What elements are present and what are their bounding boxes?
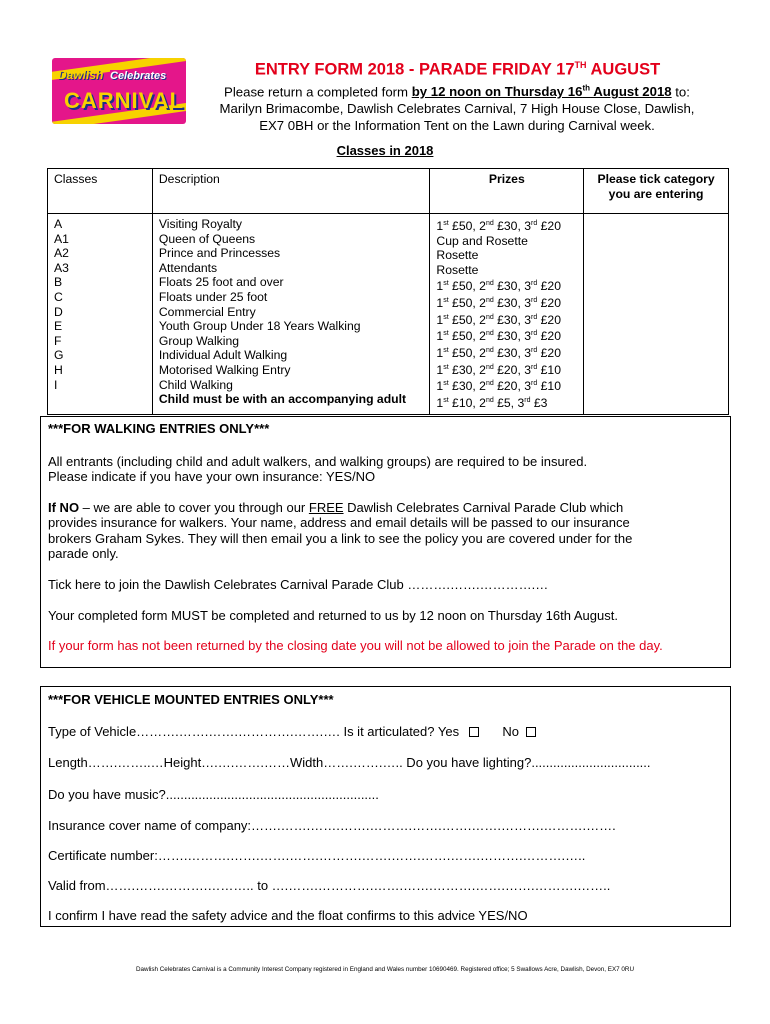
classes-table — [47, 168, 729, 415]
if-no-line-1: If NO – we are able to cover you through our FREE Dawlish Celebrates Carnival Parade Club which — [48, 500, 624, 515]
intro-text — [196, 80, 718, 134]
header-classes: Classes — [48, 169, 153, 214]
class-prize: 1st £30, 2nd £20, 3rd £10 — [436, 379, 561, 394]
table-header-row — [48, 169, 729, 214]
class-description: Visiting Royalty — [158, 217, 242, 231]
class-description: Group Walking — [158, 333, 240, 348]
class-prizes — [430, 214, 584, 415]
class-prize: Rosette — [436, 248, 479, 263]
class-description: Floats 25 foot and over — [158, 275, 284, 290]
valid-dates-field[interactable]: Valid from…….…….……….……….. to ….…….………….…….…….……….…….…….……….…….. — [48, 878, 611, 893]
child-accompany-note: Child must be with an accompanying adult — [158, 392, 407, 407]
vehicle-type-field[interactable] — [48, 724, 724, 740]
articulated-yes-checkbox[interactable] — [469, 727, 479, 737]
class-code: A1 — [54, 231, 69, 246]
class-prize: 1st £10, 2nd £5, 3rd £3 — [436, 396, 548, 411]
class-description: Motorised Walking Entry — [158, 362, 291, 377]
must-return-note: Your completed form MUST be completed and returned to us by 12 noon on Thursday 16th August. — [48, 608, 618, 623]
dimensions-field[interactable]: Length…….……..…Height….….…….……Width…….…….….. Do you have lighting?................................. — [48, 755, 651, 770]
class-description: Floats under 25 foot — [158, 289, 268, 304]
class-code: H — [54, 362, 63, 377]
class-code: F — [54, 333, 62, 348]
class-description: Attendants — [158, 260, 218, 275]
title-sup: TH — [574, 60, 587, 70]
class-description: Prince and Princesses — [158, 246, 281, 261]
intro-address: Marilyn Brimacombe, Dawlish Celebrates Carnival, 7 High House Close, Dawlish, — [219, 101, 695, 117]
articulated-no-checkbox[interactable] — [526, 727, 536, 737]
class-code: D — [54, 304, 63, 319]
parade-club-tick-field[interactable]: Tick here to join the Dawlish Celebrates Carnival Parade Club ……….…….………….… — [48, 577, 549, 592]
class-prize: 1st £50, 2nd £30, 3rd £20 — [436, 329, 561, 344]
class-code: A3 — [54, 260, 69, 275]
safety-confirm-field[interactable]: I confirm I have read the safety advice and the float confirms to this advice YES/NO — [48, 908, 528, 923]
class-code: G — [54, 348, 64, 363]
carnival-logo — [52, 58, 186, 124]
class-code: C — [54, 289, 63, 304]
class-codes — [48, 214, 153, 415]
class-description: Youth Group Under 18 Years Walking — [158, 319, 361, 334]
class-prize: 1st £30, 2nd £20, 3rd £10 — [436, 362, 561, 377]
intro-to: to: — [671, 84, 690, 100]
insured-line-2: Please indicate if you have your own insurance: YES/NO — [48, 469, 376, 484]
vehicle-type-label: Type of Vehicle……….…….…….………….…….…. Is it articulated? Yes — [48, 724, 460, 739]
logo-text-dawlish: Dawlish — [58, 68, 104, 82]
music-field[interactable]: Do you have music?........................................................... — [48, 787, 379, 802]
intro-address-2: EX7 0BH or the Information Tent on the Lawn during Carnival week. — [259, 118, 655, 134]
articulated-no-label: No — [502, 724, 519, 739]
class-prize: 1st £50, 2nd £30, 3rd £20 — [436, 219, 561, 234]
classes-heading: Classes in 2018 — [336, 143, 434, 158]
vehicle-heading: ***FOR VEHICLE MOUNTED ENTRIES ONLY*** — [48, 692, 334, 707]
walking-heading: ***FOR WALKING ENTRIES ONLY*** — [48, 421, 270, 436]
class-description: Child Walking — [158, 377, 233, 392]
header-description: Description — [152, 169, 430, 214]
class-code: A — [54, 217, 63, 231]
table-body-row — [48, 214, 729, 415]
walking-entries-section — [40, 416, 731, 668]
logo-text-carnival: CARNIVAL — [64, 88, 185, 113]
insured-line-1: All entrants (including child and adult walkers, and walking groups) are required to be insured. — [48, 454, 588, 469]
class-description: Queen of Queens — [158, 231, 256, 246]
footer-note: Dawlish Celebrates Carnival is a Community Interest Company registered in England and Wales number 10690469. Registered office; 5 Swallows Acre, Dawlish, Devon, EX7 0RU — [135, 966, 635, 973]
class-code: A2 — [54, 246, 69, 261]
closing-date-warning: If your form has not been returned by the closing date you will not be allowed to join the Parade on the day. — [48, 638, 663, 653]
title-text: ENTRY FORM 2018 - PARADE FRIDAY 17 — [254, 60, 575, 79]
intro-deadline: by 12 noon on Thursday 16th August 2018 — [411, 84, 672, 100]
class-description: Commercial Entry — [158, 304, 256, 319]
if-no-line-2: provides insurance for walkers. Your name, address and email details will be passed to our insurance — [48, 515, 630, 530]
certificate-number-field[interactable]: Certificate number:…….……….…….…….…….……….…….…….…….…….……….……….….. — [48, 848, 586, 863]
class-code: B — [54, 275, 63, 290]
tick-box-column[interactable] — [584, 214, 729, 415]
class-code: E — [54, 319, 63, 334]
class-description: Individual Adult Walking — [158, 348, 288, 363]
logo-text-celebrates: Celebrates — [110, 70, 167, 82]
class-prize: Rosette — [436, 262, 479, 277]
class-prize: 1st £50, 2nd £30, 3rd £20 — [436, 279, 561, 294]
intro-start: Please return a completed form — [224, 84, 412, 100]
class-prize: 1st £50, 2nd £30, 3rd £20 — [436, 312, 561, 327]
class-code: I — [54, 377, 58, 392]
header-prizes: Prizes — [430, 169, 584, 214]
class-prize: Cup and Rosette — [436, 233, 528, 248]
form-title — [200, 60, 715, 80]
insurance-company-field[interactable]: Insurance cover name of company:…….…….…….…….……….…….…….…….……….……….……. — [48, 818, 616, 833]
vehicle-entries-section — [40, 686, 731, 927]
title-end: AUGUST — [586, 60, 661, 79]
class-prize: 1st £50, 2nd £30, 3rd £20 — [436, 346, 561, 361]
class-descriptions — [152, 214, 430, 415]
if-no-line-3: brokers Graham Sykes. They will then email you a link to see the policy you are covered under for the — [48, 531, 633, 546]
class-prize: 1st £50, 2nd £30, 3rd £20 — [436, 296, 561, 311]
header-tick: Please tick category you are entering — [584, 169, 729, 214]
if-no-line-4: parade only. — [48, 546, 119, 561]
